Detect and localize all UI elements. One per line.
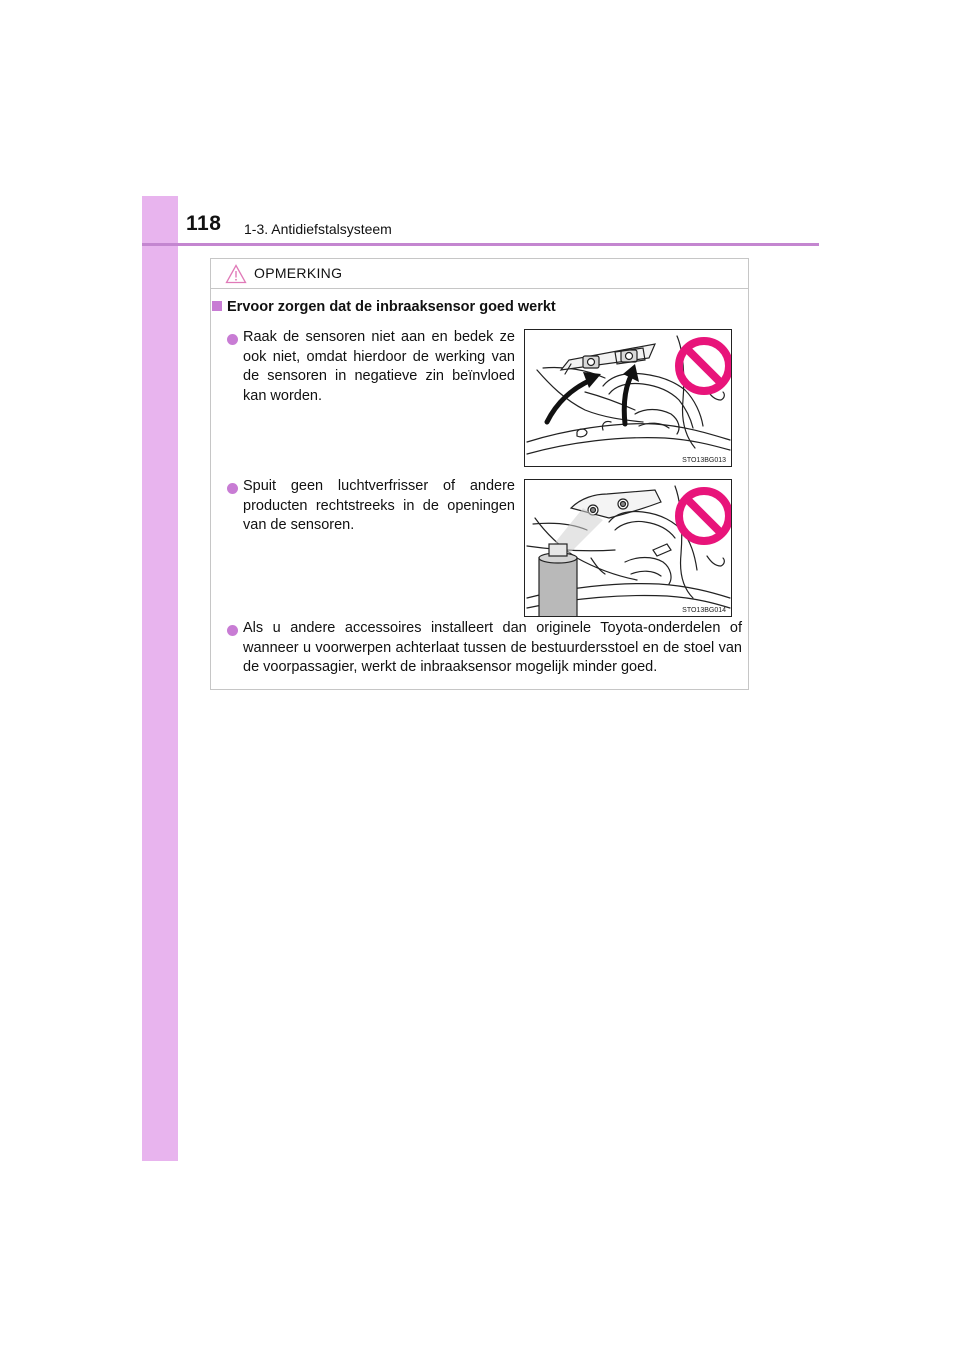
illustration-spray [524, 479, 732, 617]
prohibition-icon [679, 341, 729, 391]
illustration-code: STO13BG014 [682, 607, 726, 614]
prohibition-icon [679, 491, 729, 541]
header-rule [142, 243, 819, 246]
spray-illustration [525, 480, 731, 616]
notice-item-1: Raak de sensoren niet aan en bedek ze ook niet, omdat hierdoor de werking van de sensoren in negatieve zin beïnvloed kan worden. [243, 329, 515, 404]
illustration-code: STO13BG013 [682, 457, 726, 464]
side-tab-band [142, 196, 178, 1161]
square-bullet-icon [212, 301, 222, 311]
notice-item-3: Als u andere accessoires installeert dan originele Toyota-onderdelen of wanneer u voorwerpen achterlaat tussen de bestuurdersstoel en de stoel van de voorpassagier, werkt de inbraaksensor mogelijk minder goed. [243, 620, 742, 675]
circle-bullet-icon [227, 625, 238, 636]
warning-triangle-icon [225, 264, 247, 284]
subheading [212, 299, 556, 315]
circle-bullet-icon [227, 483, 238, 494]
sensor-cover-illustration [525, 330, 731, 466]
notice-header [211, 259, 748, 289]
subheading-text: Ervoor zorgen dat de inbraaksensor goed werkt [227, 299, 556, 315]
illustration-sensor-cover [524, 329, 732, 467]
section-title: 1-3. Antidiefstalsysteem [244, 221, 392, 237]
circle-bullet-icon [227, 334, 238, 345]
page-number: 118 [186, 212, 222, 235]
notice-item-2: Spuit geen luchtverfrisser of andere producten rechtstreeks in de openingen van de sensoren. [243, 478, 515, 533]
notice-title: OPMERKING [254, 265, 343, 281]
